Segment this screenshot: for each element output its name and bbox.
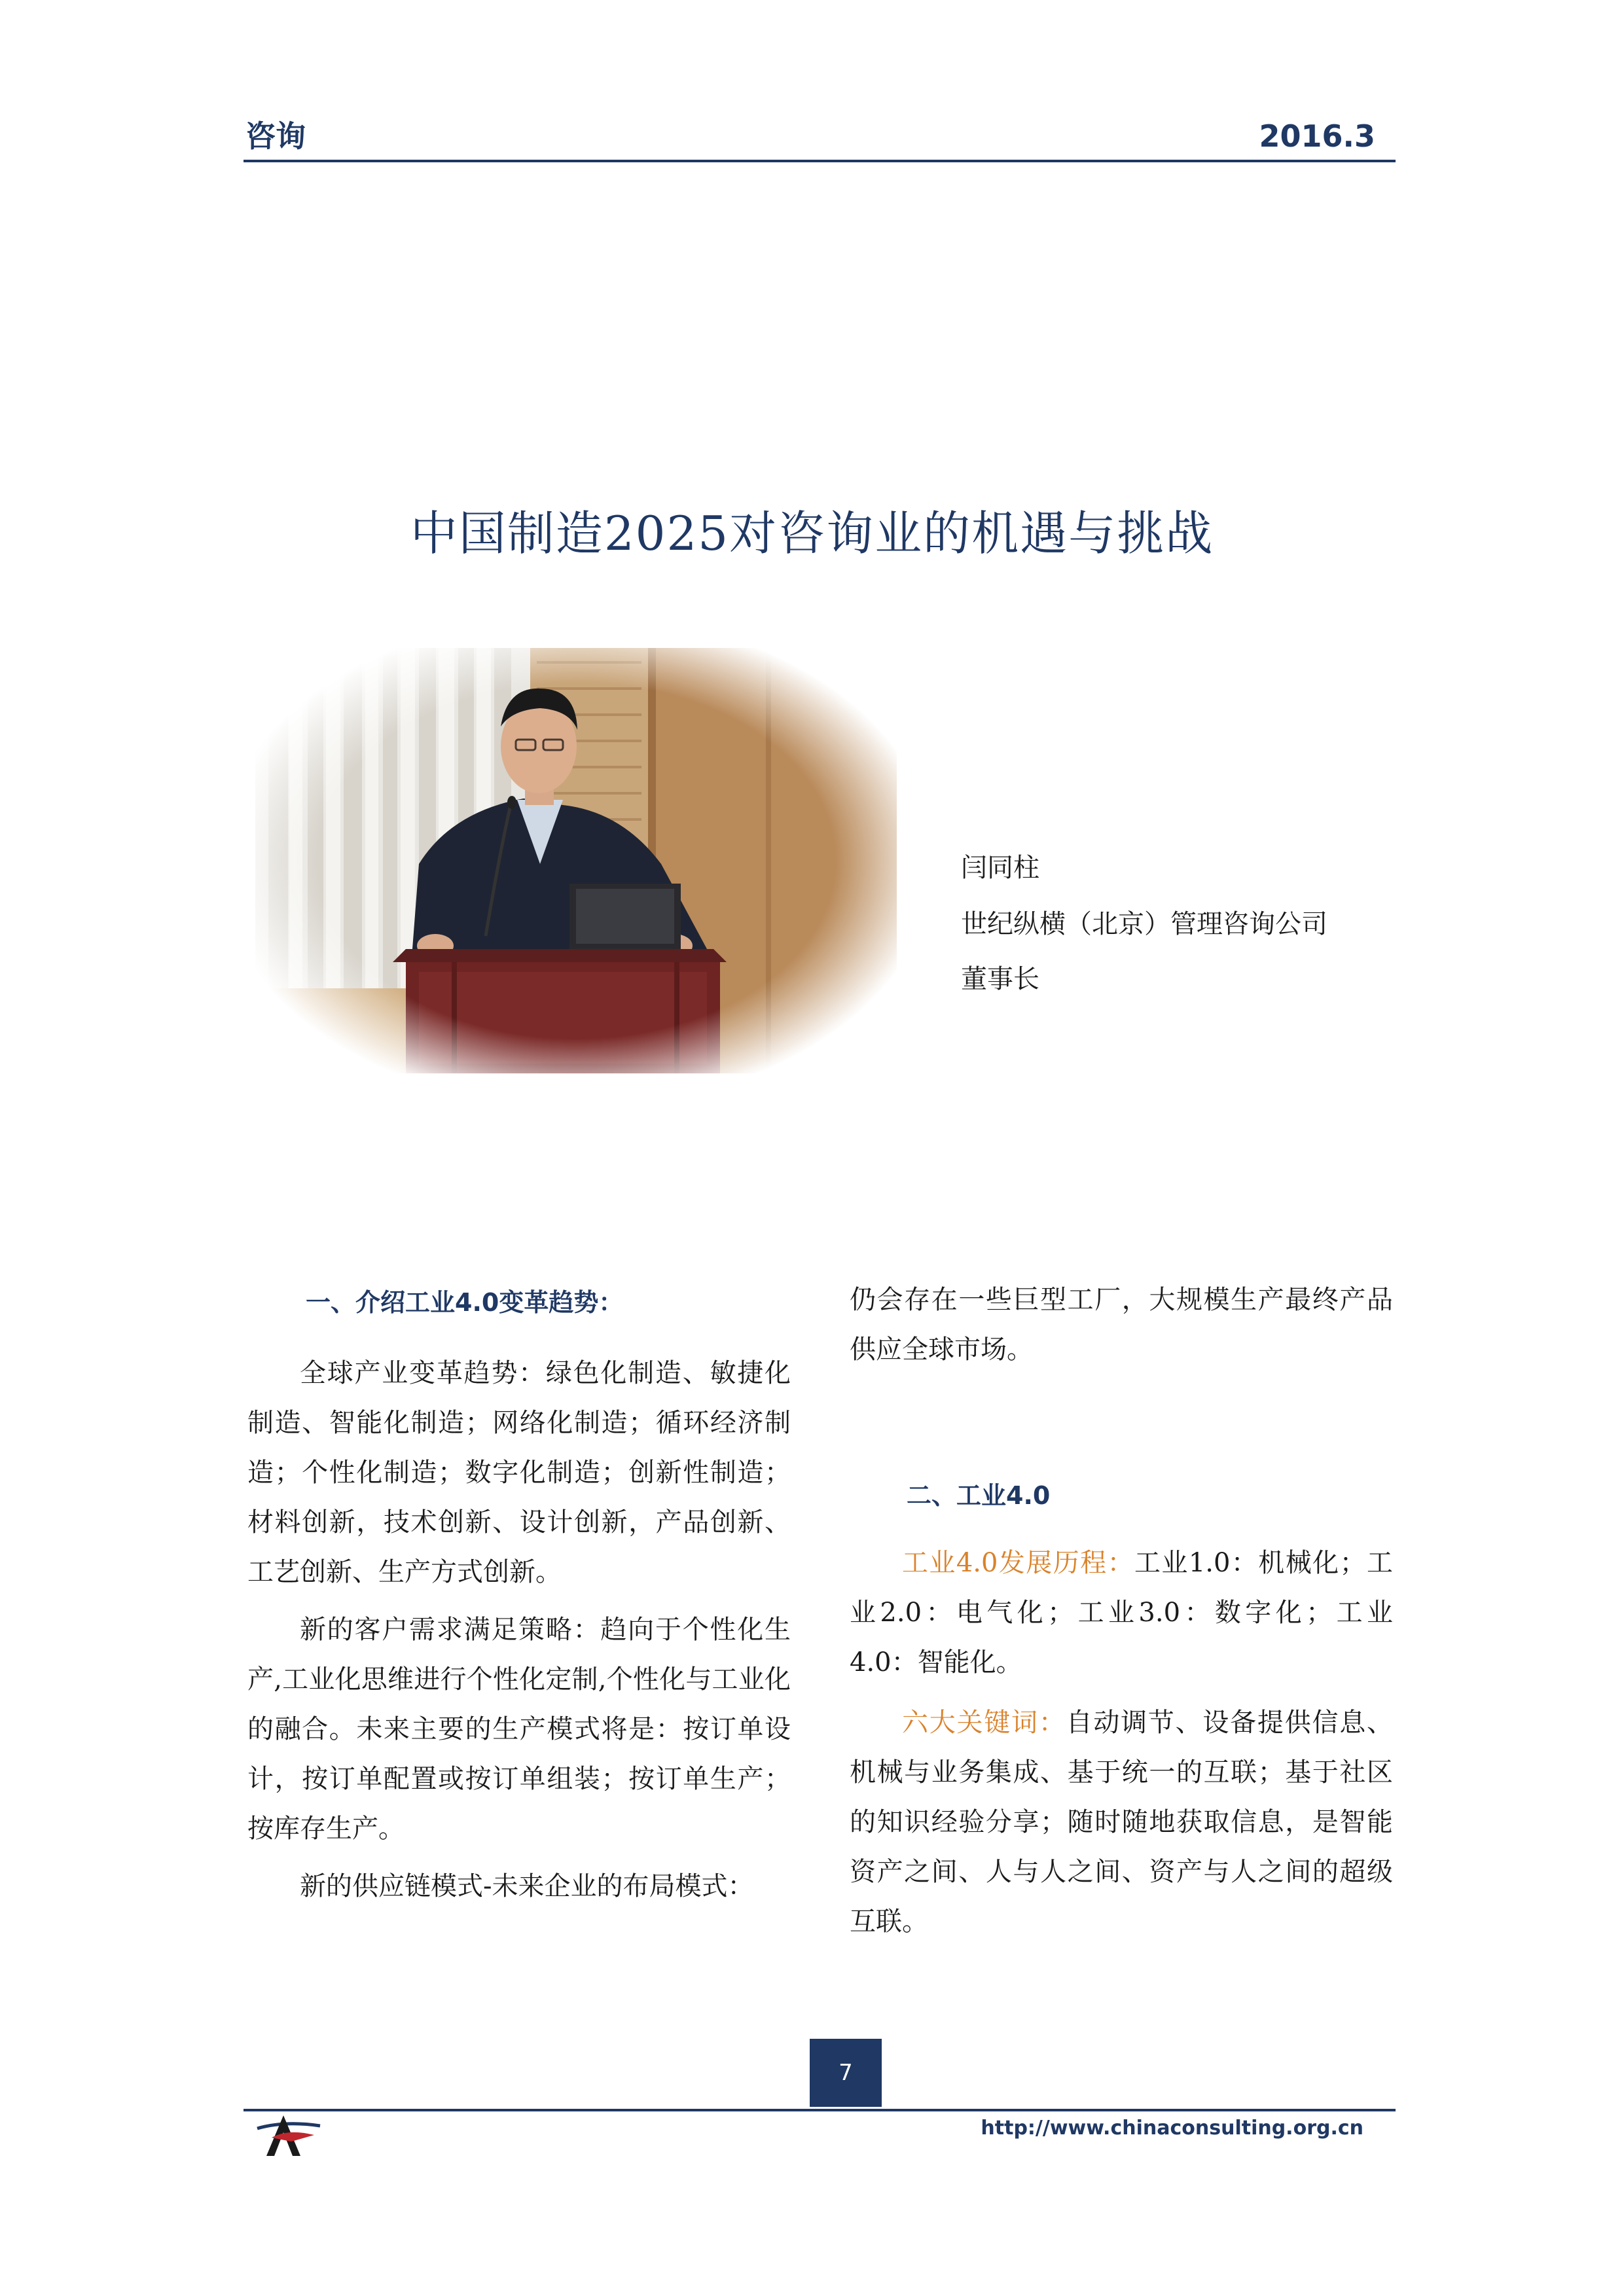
paragraph-customer-strategy: 新的客户需求满足策略：趋向于个性化生产,工业化思维进行个性化定制,个性化与工业化的融合。未来主要的生产模式将是：按订单设计，按订单配置或按订单组装；按订单生产；按库存生产。	[247, 1615, 791, 1844]
paragraph-giant-factories: 仍会存在一些巨型工厂，大规模生产最终产品供应全球市场。	[850, 1285, 1393, 1365]
header-issue: 2016.3	[1259, 118, 1375, 154]
label-keywords: 六大关键词：	[902, 1708, 1066, 1738]
header-divider	[244, 160, 1396, 162]
paragraph-industry-history	[850, 1538, 1393, 1687]
right-column-continuation	[850, 1275, 1393, 1374]
author-position: 董事长	[961, 964, 1039, 994]
left-column-body	[247, 1348, 791, 1911]
page-number: 7	[810, 2039, 882, 2107]
label-history: 工业4.0发展历程：	[902, 1548, 1134, 1578]
author-company: 世纪纵横（北京）管理咨询公司	[961, 909, 1327, 939]
author-name: 闫同柱	[961, 853, 1039, 883]
speaker-photo	[255, 648, 897, 1073]
paragraph-industry-trends: 全球产业变革趋势：绿色化制造、敏捷化制造、智能化制造；网络化制造；循环经济制造；个性化制造；数字化制造；创新性制造；材料创新，技术创新、设计创新，产品创新、工艺创新、生产方式创新。	[247, 1358, 791, 1587]
section-heading-2: 二、工业4.0	[907, 1481, 1051, 1510]
paragraph-keywords	[850, 1698, 1393, 1946]
footer-url-link[interactable]: http://www.chinaconsulting.org.cn	[981, 2117, 1363, 2140]
header-section: 咨询	[245, 118, 306, 154]
publisher-logo-icon	[252, 2109, 324, 2164]
paragraph-supply-chain: 新的供应链模式-未来企业的布局模式：	[300, 1871, 754, 1901]
text-history: 工业1.0：机械化；工业2.0：电气化；工业3.0：数字化；工业4.0：智能化。	[850, 1548, 1393, 1677]
article-title: 中国制造2025对咨询业的机遇与挑战	[410, 506, 1214, 561]
text-keywords: 自动调节、设备提供信息、机械与业务集成、基于统一的互联；基于社区的知识经验分享；随时随地获取信息，是智能资产之间、人与人之间、资产与人之间的超级互联。	[850, 1708, 1394, 1937]
right-column-body	[850, 1538, 1393, 1946]
section-heading-1: 一、介绍工业4.0变革趋势：	[306, 1288, 624, 1317]
footer-divider	[244, 2109, 1396, 2111]
